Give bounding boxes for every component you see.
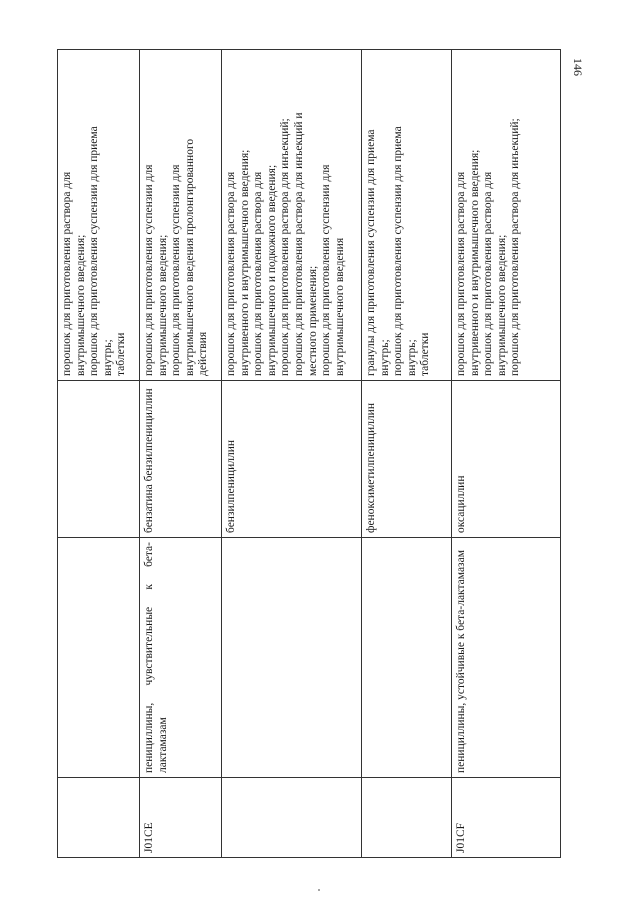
inn-cell xyxy=(58,381,140,538)
dosage-form-line: внутрь; xyxy=(378,339,391,376)
table-row xyxy=(362,50,452,858)
dosage-form-line: внутрь; xyxy=(405,339,418,376)
dosage-forms-cell xyxy=(140,50,222,381)
group-cell xyxy=(362,538,452,778)
dosage-form-line: порошок для приготовления раствора для инъекций; xyxy=(509,118,522,376)
dosage-form-line: местного применения; xyxy=(306,265,319,376)
dosage-form-line: таблетки xyxy=(419,332,432,376)
inn-cell: бензилпенициллин xyxy=(222,381,362,538)
dosage-form-line: внутривенного и внутримышечного введения; xyxy=(238,149,251,376)
dosage-form-line: внутримышечного введения; xyxy=(74,234,87,376)
inn-cell: феноксиметилпенициллин xyxy=(362,381,452,538)
dosage-form-line: действия xyxy=(197,331,210,376)
scan-speck xyxy=(318,889,320,891)
dosage-form-line: внутривенного и внутримышечного введения; xyxy=(468,149,481,376)
dosage-form-line: порошок для приготовления раствора для инъекций и xyxy=(292,112,305,376)
table-row xyxy=(58,50,140,858)
dosage-form-line: внутримышечного введения xyxy=(333,237,346,376)
page-number-text: 146 xyxy=(571,58,585,76)
dosage-form-line: порошок для приготовления раствора для инъекций; xyxy=(279,118,292,376)
dosage-form-line: порошок для приготовления раствора для xyxy=(455,171,467,376)
atc-code-cell xyxy=(362,778,452,858)
dosage-form-line: внутримышечного и подкожного введения; xyxy=(265,164,278,376)
dosage-form-line: порошок для приготовления суспензии для xyxy=(320,164,333,376)
dosage-forms-cell xyxy=(452,50,561,381)
dosage-forms-cell xyxy=(222,50,362,381)
page-number xyxy=(571,58,591,82)
dosage-form-line: таблетки xyxy=(115,332,128,376)
inn-cell: бензатина бензилпенициллин xyxy=(140,381,222,538)
dosage-form-line: внутримышечного введения; xyxy=(156,234,169,376)
dosage-form-line: порошок для приготовления раствора для xyxy=(225,171,237,376)
table-row xyxy=(140,50,222,858)
atc-code-cell: J01CF xyxy=(452,778,561,858)
group-cell: пенициллины, чувствительные к бета-лактамазам xyxy=(140,538,222,778)
group-cell xyxy=(222,538,362,778)
dosage-form-line: порошок для приготовления суспензии для приема xyxy=(392,126,405,376)
dosage-forms-cell xyxy=(362,50,452,381)
group-cell xyxy=(58,538,140,778)
dosage-form-line: внутримышечного введения; xyxy=(495,234,508,376)
dosage-form-line: гранулы для приготовления суспензии для приема xyxy=(365,129,377,376)
drug-table xyxy=(57,49,561,858)
dosage-form-line: внутримышечного введения пролонгированного xyxy=(183,138,196,376)
atc-code-cell: J01CE xyxy=(140,778,222,858)
atc-code-cell xyxy=(222,778,362,858)
table-row xyxy=(222,50,362,858)
inn-cell: оксациллин xyxy=(452,381,561,538)
dosage-form-line: порошок для приготовления суспензии для xyxy=(143,164,155,376)
dosage-form-line: порошок для приготовления суспензии для приема xyxy=(88,126,101,376)
table-row xyxy=(452,50,561,858)
rotated-table-container xyxy=(57,50,560,858)
dosage-forms-cell xyxy=(58,50,140,381)
group-cell: пенициллины, устойчивые к бета-лактамазам xyxy=(452,538,561,778)
dosage-form-line: внутрь; xyxy=(101,339,114,376)
dosage-form-line: порошок для приготовления раствора для xyxy=(482,171,495,376)
dosage-form-line: порошок для приготовления раствора для xyxy=(252,171,265,376)
atc-code-cell xyxy=(58,778,140,858)
dosage-form-line: порошок для приготовления суспензии для xyxy=(170,164,183,376)
dosage-form-line: порошок для приготовления раствора для xyxy=(61,171,73,376)
